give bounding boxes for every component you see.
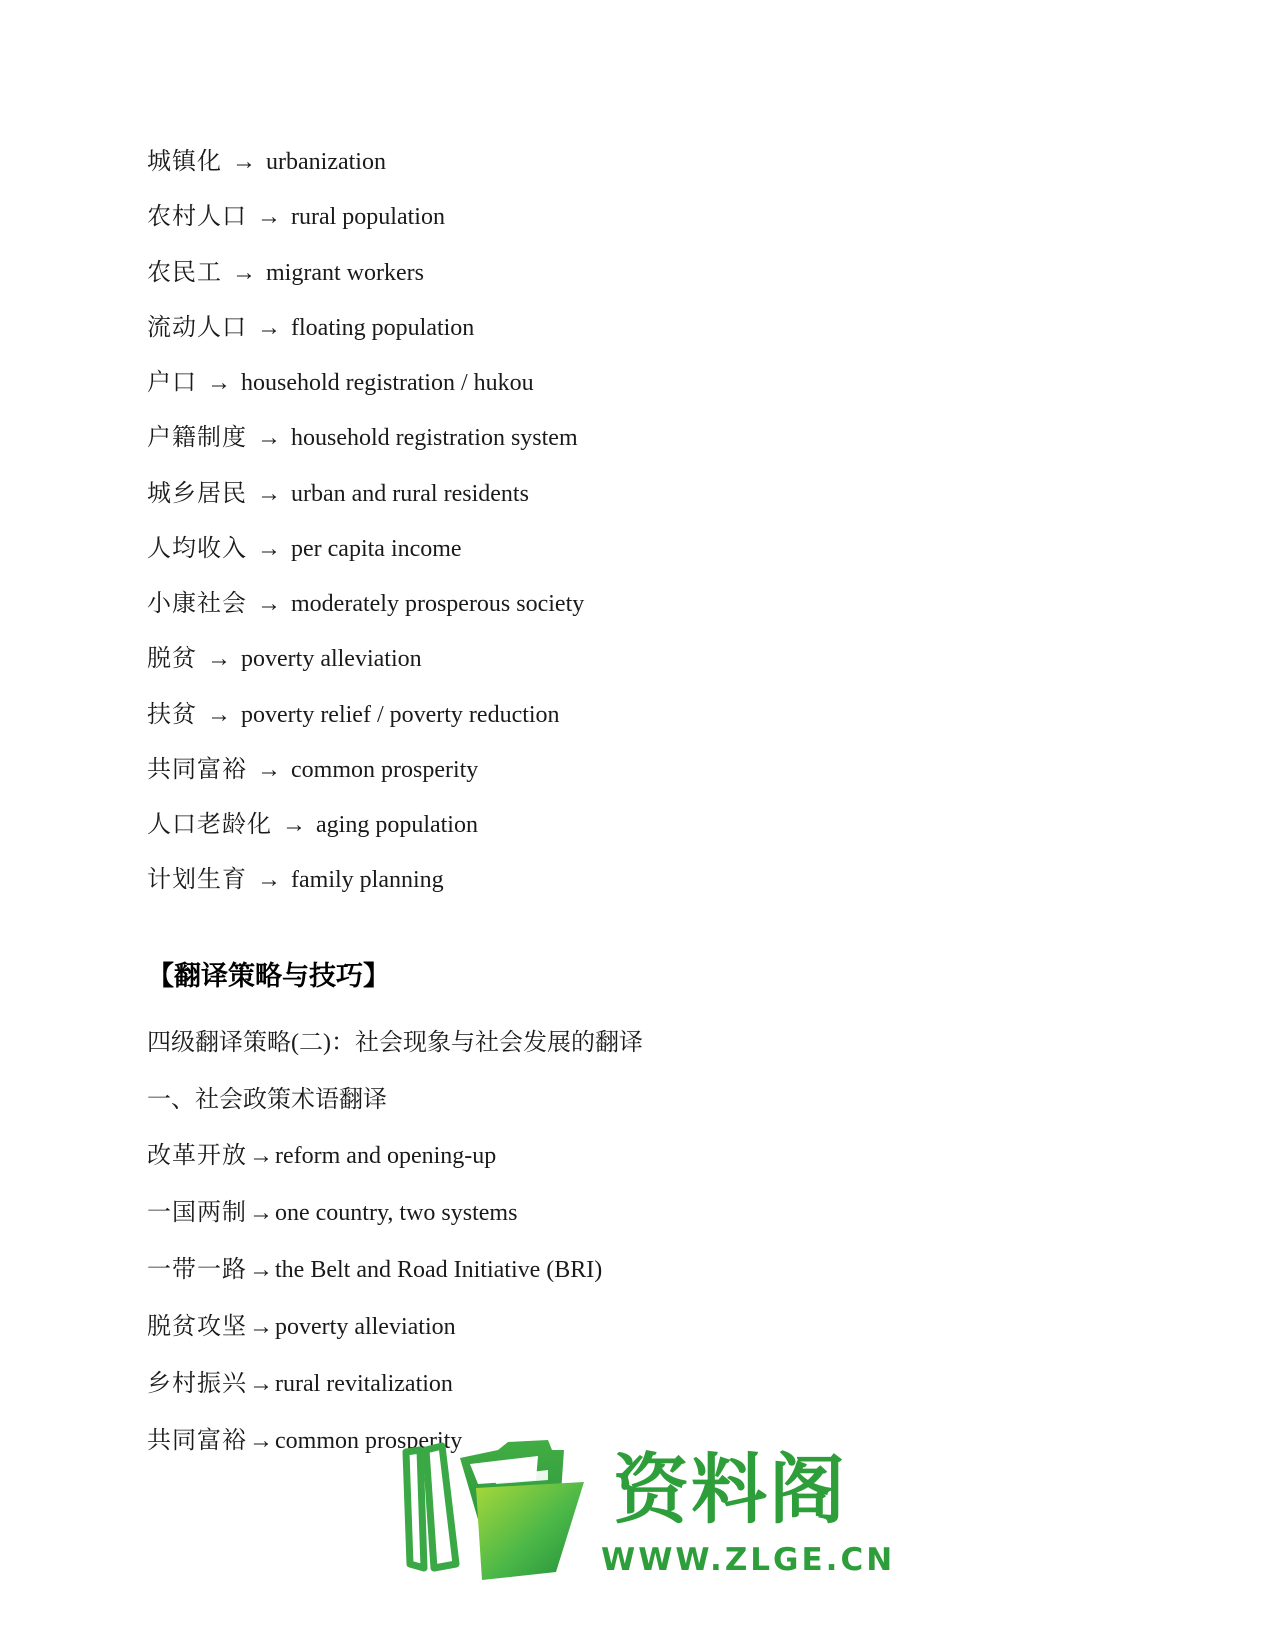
policy-term-item: 改革开放→reform and opening-up — [147, 1143, 497, 1169]
vocab-item: 户籍制度 → household registration system — [147, 425, 578, 451]
vocab-item: 流动人口 → floating population — [147, 315, 475, 341]
vocab-item: 城镇化 → urbanization — [147, 149, 386, 175]
strategy-title: 四级翻译策略(二)：社会现象与社会发展的翻译 — [147, 1030, 643, 1056]
watermark-url: WWW.ZLGE.CN — [601, 1542, 896, 1578]
book-folder-icon — [398, 1440, 598, 1582]
policy-term-item: 脱贫攻坚→poverty alleviation — [147, 1314, 456, 1340]
vocab-item: 户口 → household registration / hukou — [147, 370, 534, 396]
vocab-item: 农民工 → migrant workers — [147, 260, 424, 286]
vocab-item: 共同富裕 → common prosperity — [147, 757, 479, 783]
vocab-item: 脱贫 → poverty alleviation — [147, 646, 422, 672]
vocab-item: 小康社会 → moderately prosperous society — [147, 591, 585, 617]
vocab-item: 人口老龄化 → aging population — [147, 812, 478, 838]
section-heading: 【翻译策略与技巧】 — [147, 961, 390, 991]
subsection-title: 一、社会政策术语翻译 — [147, 1087, 387, 1113]
vocab-item: 人均收入 → per capita income — [147, 536, 462, 562]
policy-term-item: 乡村振兴→rural revitalization — [147, 1371, 453, 1397]
vocab-item: 城乡居民 → urban and rural residents — [147, 481, 529, 507]
watermark-logo — [398, 1440, 896, 1590]
vocab-item: 农村人口 → rural population — [147, 204, 445, 230]
vocab-item: 计划生育 → family planning — [147, 867, 444, 893]
policy-term-item: 一带一路→the Belt and Road Initiative (BRI) — [147, 1257, 603, 1283]
policy-term-item: 一国两制→one country, two systems — [147, 1200, 518, 1226]
watermark-name: 资料阁 — [613, 1445, 847, 1534]
vocab-item: 扶贫 → poverty relief / poverty reduction — [147, 702, 560, 728]
policy-term-item: 共同富裕→common prosperity — [147, 1428, 463, 1454]
